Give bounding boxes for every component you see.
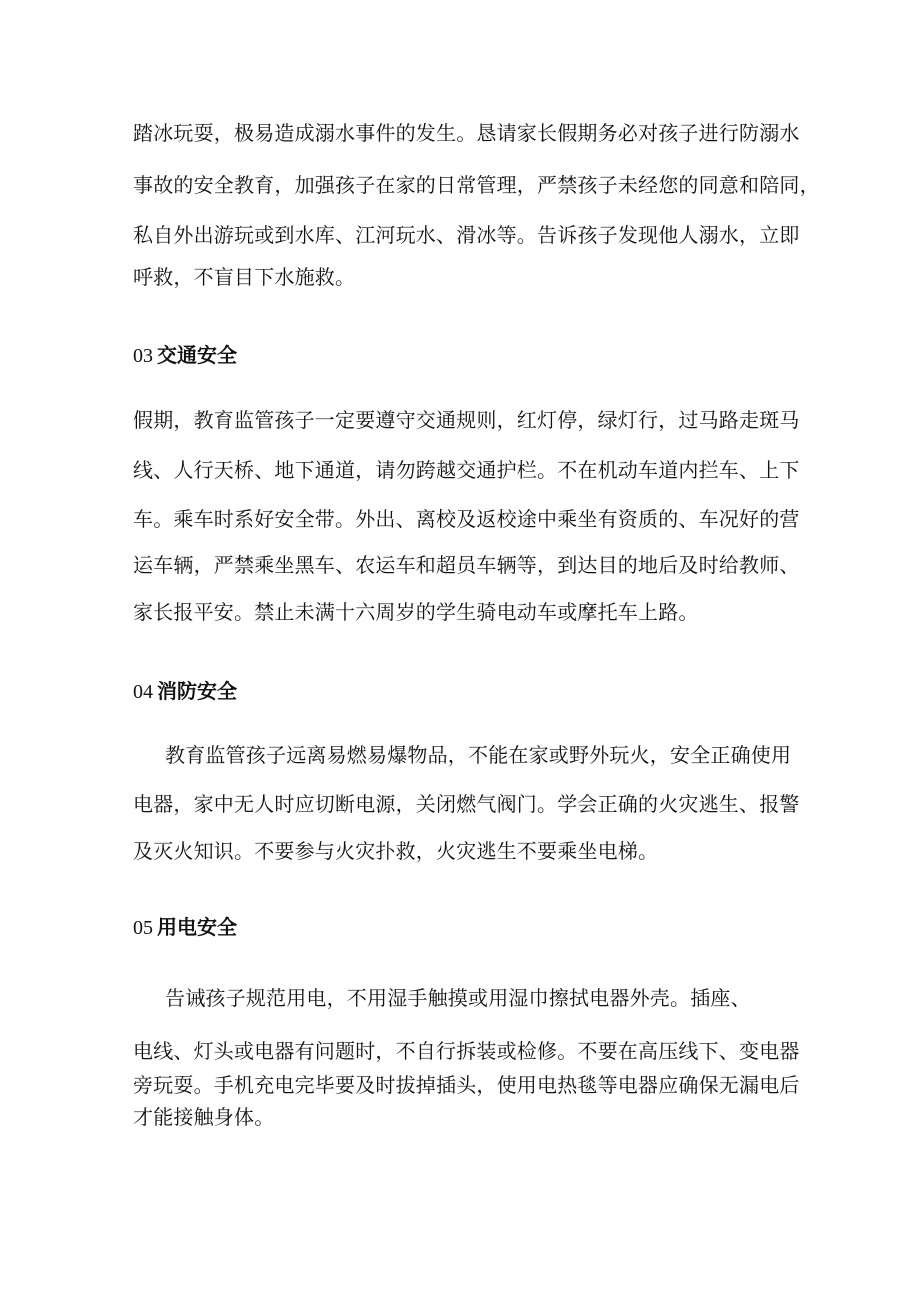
section-number: 05	[133, 917, 153, 939]
paragraph-line: 线、人行天桥、地下通道，请勿跨越交通护栏。不在机动车道内拦车、上下	[133, 458, 800, 482]
paragraph-line: 事故的安全教育，加强孩子在家的日常管理，严禁孩子未经您的同意和陪同，	[133, 173, 820, 197]
paragraph-line: 电线、灯头或电器有问题时，不自行拆装或检修。不要在高压线下、变电器	[133, 1039, 800, 1063]
paragraph-line: 旁玩耍。手机充电完毕要及时拔掉插头，使用电热毯等电器应确保无漏电后	[133, 1073, 800, 1097]
paragraph-line: 家长报平安。禁止未满十六周岁的学生骑电动车或摩托车上路。	[133, 600, 699, 624]
section-heading-traffic	[133, 341, 237, 370]
section-number: 04	[133, 681, 153, 703]
paragraph-line: 电器，家中无人时应切断电源，关闭燃气阀门。学会正确的火灾逃生、报警	[133, 792, 800, 816]
section-title: 用电安全	[157, 915, 237, 939]
section-title: 消防安全	[157, 679, 237, 703]
section-heading-electric	[133, 913, 237, 942]
paragraph-line: 车。乘车时系好安全带。外出、离校及返校途中乘坐有资质的、车况好的营	[133, 507, 800, 531]
section-number: 03	[133, 345, 153, 367]
section-heading-fire	[133, 677, 237, 706]
section-title: 交通安全	[157, 343, 237, 367]
paragraph-line: 告诫孩子规范用电，不用湿手触摸或用湿巾擦拭电器外壳。插座、	[165, 986, 751, 1010]
paragraph-line: 及灭火知识。不要参与火灾扑救，火灾逃生不要乘坐电梯。	[133, 839, 659, 863]
paragraph-line: 呼救，不盲目下水施救。	[133, 265, 356, 289]
paragraph-line: 教育监管孩子远离易燃易爆物品，不能在家或野外玩火，安全正确使用	[165, 743, 792, 767]
paragraph-line: 踏冰玩耍，极易造成溺水事件的发生。恳请家长假期务必对孩子进行防溺水	[133, 121, 800, 145]
paragraph-line: 私自外出游玩或到水库、江河玩水、滑冰等。告诉孩子发现他人溺水，立即	[133, 223, 800, 247]
paragraph-line: 运车辆，严禁乘坐黑车、农运车和超员车辆等，到达目的地后及时给教师、	[133, 553, 800, 577]
paragraph-line: 假期，教育监管孩子一定要遵守交通规则，红灯停，绿灯行，过马路走斑马	[133, 408, 800, 432]
paragraph-line: 才能接触身体。	[133, 1105, 275, 1129]
